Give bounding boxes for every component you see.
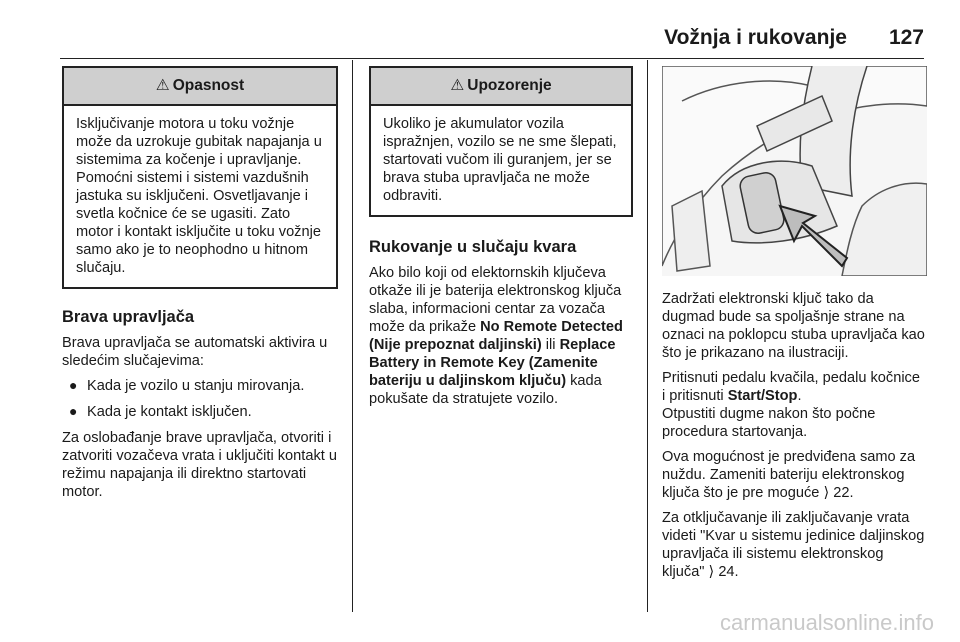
steering-lock-unlock-text: Za oslobađanje brave upravljača, otvoriti i zatvoriti vozačeva vrata i uključiti kontakt u režimu napajanja ili direktno startovati motor. xyxy=(62,430,337,500)
warning-triangle-icon: ⚠ xyxy=(450,77,465,94)
page-reference-icon: ⟩ xyxy=(823,485,830,501)
danger-box xyxy=(62,66,338,289)
column-divider xyxy=(352,60,353,612)
page-reference[interactable]: 24 xyxy=(718,564,735,580)
fault-handling-text: Ako bilo koji od elektornskih ključeva otkaže ili je baterija elektronskog ključa slaba, informacioni centar za vozača može da prikaže No Remote Detected (Nije prepoznat daljinski) ili Replace Battery in Remote Key (Zamenite bateriju u daljinskom ključu) kada pokušate da stratujete vozilo. xyxy=(369,265,623,407)
key-position-text: Zadržati elektronski ključ tako da dugmad bude sa spoljašnje strane na oznaci na poklopcu stuba upravljača kao što je prikazano na ilustraciji. xyxy=(662,291,925,361)
running-title: Vožnja i rukovanje xyxy=(664,26,847,49)
header-rule xyxy=(60,58,924,59)
danger-box-header xyxy=(64,68,336,106)
list-item: ● Kada je kontakt isključen. xyxy=(69,403,252,420)
message-replace-battery: Replace Battery in Remote Key (Zamenite bateriju u daljinskom ključu) xyxy=(369,337,616,389)
column-divider xyxy=(647,60,648,612)
danger-box-title: Opasnost xyxy=(172,77,245,94)
warning-triangle-icon: ⚠ xyxy=(155,77,170,94)
column-1 xyxy=(62,66,338,508)
bullet-icon: ● xyxy=(69,377,78,393)
bullet-icon: ● xyxy=(69,403,78,419)
warning-box xyxy=(369,66,633,217)
warning-box-header xyxy=(371,68,631,106)
start-stop-label: Start/Stop xyxy=(727,388,798,404)
watermark: carmanualsonline.info xyxy=(719,610,934,635)
section-title-fault-handling: Rukovanje u slučaju kvara xyxy=(369,238,577,256)
warning-box-title: Upozorenje xyxy=(467,77,552,94)
page-reference[interactable]: 22 xyxy=(833,485,850,501)
emergency-note-text: Ova mogućnost je predviđena samo za nuždu. Zameniti bateriju elektronskog ključa što je pre moguće ⟩ 22. xyxy=(662,449,916,501)
page-header xyxy=(60,26,924,56)
steering-column-key-slot-illustration xyxy=(662,66,927,276)
section-title-steering-lock: Brava upravljača xyxy=(62,308,195,326)
column-3 xyxy=(662,66,927,588)
page-reference-icon: ⟩ xyxy=(708,564,715,580)
list-item: ● Kada je vozilo u stanju mirovanja. xyxy=(69,377,305,394)
warning-box-body: Ukoliko je akumulator vozila ispražnjen, vozilo se ne sme šlepati, startovati vučom ili guranjem, jer se brava stuba upravljača ne može odbraviti. xyxy=(383,116,617,204)
start-procedure-text: Pritisnuti pedalu kvačila, pedalu kočnice i pritisnuti Start/Stop. Otpustiti dugme nakon što počne procedura startovanja. xyxy=(662,370,920,440)
column-2 xyxy=(369,66,633,415)
message-no-remote: No Remote Detected (Nije prepoznat daljinski) xyxy=(369,319,623,353)
steering-lock-intro: Brava upravljača se automatski aktivira u sledećim slučajevima: xyxy=(62,335,328,369)
danger-box-body: Isključivanje motora u toku vožnje može da uzrokuje gubitak napajanja u sistemima za kočenje i upravljanje. Pomoćni sistemi i sistemi vazdušnih jastuka su isključeni. Osvetljavanje i svetla kočnice će se ugasiti. Zato motor i kontakt isključite u toku vožnje samo ako je to neophodno u hitnom slučaju. xyxy=(76,116,322,276)
steering-lock-bullets xyxy=(62,377,338,421)
page-number: 127 xyxy=(888,26,924,49)
unlock-reference-text: Za otključavanje ili zaključavanje vrata videti "Kvar u sistemu jedinice daljinskog upravljača ili sistemu elektronskog ključa" ⟩ 24. xyxy=(662,510,925,580)
